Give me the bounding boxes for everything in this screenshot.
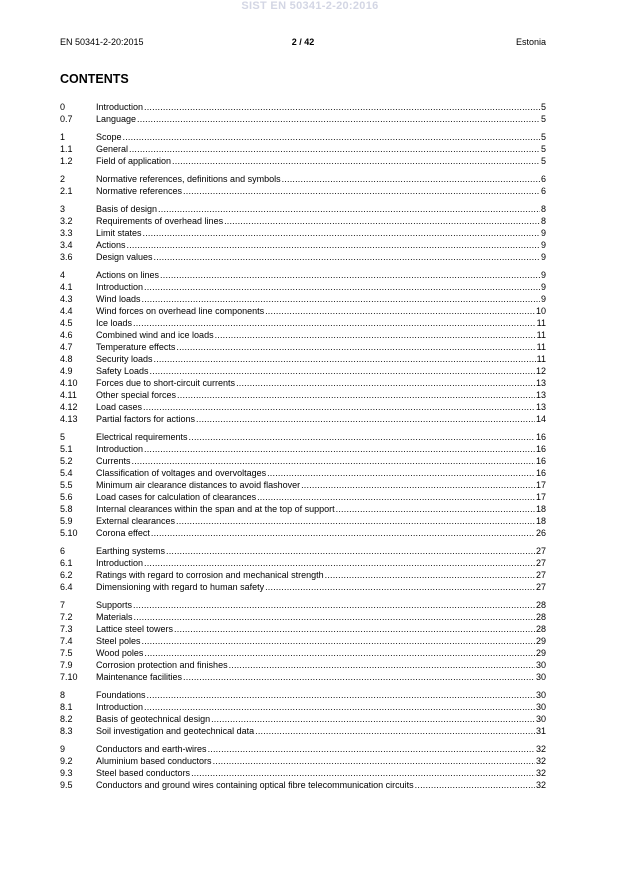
toc-entry-label: Limit states bbox=[96, 228, 142, 238]
toc-entry[interactable] bbox=[60, 755, 546, 767]
toc-leader-dots bbox=[142, 293, 540, 305]
document-id: EN 50341-2-20:2015 bbox=[60, 37, 144, 47]
toc-entry[interactable] bbox=[60, 491, 546, 503]
toc-entry-page: 18 bbox=[535, 516, 546, 526]
toc-entry[interactable] bbox=[60, 377, 546, 389]
toc-entry[interactable] bbox=[60, 413, 546, 425]
toc-leader-dots bbox=[176, 515, 535, 527]
toc-entry[interactable] bbox=[60, 101, 546, 113]
toc-entry-page: 6 bbox=[540, 186, 546, 196]
toc-entry-label: General bbox=[96, 144, 129, 154]
toc-entry-page: 27 bbox=[535, 582, 546, 592]
toc-entry-number: 6.1 bbox=[60, 558, 73, 568]
toc-entry-label: Introduction bbox=[96, 102, 144, 112]
toc-section bbox=[60, 101, 546, 125]
toc-entry-page: 8 bbox=[540, 204, 546, 214]
toc-entry-number: 4.11 bbox=[60, 390, 77, 400]
toc-entry-page: 13 bbox=[535, 390, 546, 400]
toc-entry-page: 30 bbox=[535, 702, 546, 712]
toc-entry[interactable] bbox=[60, 647, 546, 659]
toc-entry[interactable] bbox=[60, 767, 546, 779]
toc-leader-dots bbox=[282, 173, 540, 185]
toc-entry-label: Introduction bbox=[96, 282, 144, 292]
toc-entry-number: 1.1 bbox=[60, 144, 73, 154]
toc-entry-label: Introduction bbox=[96, 444, 144, 454]
toc-entry-page: 5 bbox=[540, 144, 546, 154]
toc-entry-label: Conductors and earth-wires bbox=[96, 744, 207, 754]
toc-entry-number: 7.10 bbox=[60, 672, 78, 682]
toc-entry-label: Lattice steel towers bbox=[96, 624, 174, 634]
toc-entry-number: 4.4 bbox=[60, 306, 73, 316]
toc-entry-number: 3.4 bbox=[60, 240, 73, 250]
toc-entry-page: 5 bbox=[540, 156, 546, 166]
toc-leader-dots bbox=[176, 341, 535, 353]
toc-leader-dots bbox=[127, 239, 540, 251]
toc-entry-number: 1 bbox=[60, 132, 66, 142]
toc-entry-page: 8 bbox=[540, 216, 546, 226]
toc-section bbox=[60, 431, 546, 539]
toc-leader-dots bbox=[301, 479, 535, 491]
toc-entry-page: 11 bbox=[536, 342, 546, 352]
toc-entry[interactable] bbox=[60, 479, 546, 491]
toc-entry-number: 4.1 bbox=[60, 282, 73, 292]
toc-leader-dots bbox=[147, 689, 535, 701]
toc-entry-label: Partial factors for actions bbox=[96, 414, 196, 424]
toc-entry[interactable] bbox=[60, 701, 546, 713]
toc-entry-number: 8.3 bbox=[60, 726, 73, 736]
toc-section bbox=[60, 269, 546, 425]
toc-leader-dots bbox=[133, 317, 536, 329]
toc-entry-label: Minimum air clearance distances to avoid flashover bbox=[96, 480, 301, 490]
toc-entry-page: 27 bbox=[535, 546, 546, 556]
toc-entry[interactable] bbox=[60, 623, 546, 635]
toc-entry[interactable] bbox=[60, 365, 546, 377]
toc-entry-label: Basis of geotechnical design bbox=[96, 714, 211, 724]
toc-entry-number: 8.2 bbox=[60, 714, 73, 724]
toc-entry-page: 16 bbox=[535, 468, 546, 478]
toc-entry-label: Earthing systems bbox=[96, 546, 166, 556]
toc-leader-dots bbox=[166, 545, 535, 557]
toc-entry[interactable] bbox=[60, 353, 546, 365]
toc-entry-number: 5.2 bbox=[60, 456, 73, 466]
toc-entry-number: 4.5 bbox=[60, 318, 73, 328]
toc-entry[interactable] bbox=[60, 389, 546, 401]
toc-leader-dots bbox=[144, 281, 540, 293]
toc-entry[interactable] bbox=[60, 443, 546, 455]
toc-entry-label: Steel poles bbox=[96, 636, 141, 646]
toc-leader-dots bbox=[257, 491, 535, 503]
toc-entry-number: 1.2 bbox=[60, 156, 73, 166]
toc-leader-dots bbox=[211, 713, 535, 725]
toc-entry-label: External clearances bbox=[96, 516, 176, 526]
toc-leader-dots bbox=[183, 671, 535, 683]
toc-entry-label: Ratings with regard to corrosion and mechanical strength bbox=[96, 570, 324, 580]
toc-entry[interactable] bbox=[60, 173, 546, 185]
toc-entry-number: 8.1 bbox=[60, 702, 73, 712]
toc-entry[interactable] bbox=[60, 635, 546, 647]
toc-leader-dots bbox=[143, 227, 540, 239]
toc-entry-number: 5 bbox=[60, 432, 66, 442]
toc-entry-page: 9 bbox=[540, 294, 546, 304]
toc-leader-dots bbox=[183, 185, 540, 197]
toc-leader-dots bbox=[123, 131, 540, 143]
toc-leader-dots bbox=[255, 725, 535, 737]
toc-entry-page: 9 bbox=[540, 270, 546, 280]
toc-entry-label: Basis of design bbox=[96, 204, 158, 214]
toc-entry[interactable] bbox=[60, 239, 546, 251]
toc-entry[interactable] bbox=[60, 581, 546, 593]
toc-entry-number: 7.5 bbox=[60, 648, 73, 658]
toc-entry-page: 16 bbox=[535, 432, 546, 442]
toc-entry[interactable] bbox=[60, 251, 546, 263]
toc-entry-page: 5 bbox=[540, 132, 546, 142]
toc-leader-dots bbox=[177, 389, 535, 401]
toc-leader-dots bbox=[229, 659, 535, 671]
toc-entry-label: Normative references bbox=[96, 186, 183, 196]
toc-entry-label: Security loads bbox=[96, 354, 153, 364]
toc-entry-page: 11 bbox=[536, 354, 546, 364]
toc-entry-number: 4.6 bbox=[60, 330, 73, 340]
toc-entry-page: 29 bbox=[535, 636, 546, 646]
toc-entry-number: 2 bbox=[60, 174, 66, 184]
toc-entry-number: 4.7 bbox=[60, 342, 73, 352]
toc-leader-dots bbox=[213, 755, 535, 767]
toc-entry-page: 30 bbox=[535, 672, 546, 682]
toc-entry[interactable] bbox=[60, 713, 546, 725]
watermark: SIST EN 50341-2-20:2016 bbox=[241, 0, 379, 12]
toc-entry[interactable] bbox=[60, 671, 546, 683]
toc-entry-number: 3.3 bbox=[60, 228, 73, 238]
toc-entry-label: Dimensioning with regard to human safety bbox=[96, 582, 265, 592]
toc-leader-dots bbox=[137, 113, 540, 125]
toc-entry-label: Wind loads bbox=[96, 294, 141, 304]
toc-entry-page: 32 bbox=[535, 756, 546, 766]
toc-entry[interactable] bbox=[60, 155, 546, 167]
toc-entry[interactable] bbox=[60, 431, 546, 443]
toc-leader-dots bbox=[174, 623, 535, 635]
toc-entry[interactable] bbox=[60, 527, 546, 539]
toc-entry-page: 9 bbox=[540, 252, 546, 262]
toc-entry-label: Scope bbox=[96, 132, 122, 142]
toc-entry[interactable] bbox=[60, 503, 546, 515]
toc-entry[interactable] bbox=[60, 743, 546, 755]
toc-entry-page: 13 bbox=[535, 378, 546, 388]
toc-entry-number: 4.3 bbox=[60, 294, 73, 304]
toc-entry-number: 6.2 bbox=[60, 570, 73, 580]
toc-entry-page: 14 bbox=[535, 414, 546, 424]
toc-entry[interactable] bbox=[60, 689, 546, 701]
toc-leader-dots bbox=[267, 467, 535, 479]
toc-entry-page: 13 bbox=[535, 402, 546, 412]
toc-leader-dots bbox=[134, 611, 535, 623]
page-header bbox=[60, 37, 546, 49]
toc-entry[interactable] bbox=[60, 341, 546, 353]
toc-entry-label: Wind forces on overhead line components bbox=[96, 306, 265, 316]
toc-entry-page: 5 bbox=[540, 102, 546, 112]
toc-entry-page: 29 bbox=[535, 648, 546, 658]
toc-entry[interactable] bbox=[60, 143, 546, 155]
toc-entry[interactable] bbox=[60, 455, 546, 467]
toc-entry-page: 30 bbox=[535, 714, 546, 724]
toc-entry-number: 4.13 bbox=[60, 414, 78, 424]
toc-entry-page: 31 bbox=[535, 726, 546, 736]
toc-entry-label: Supports bbox=[96, 600, 133, 610]
toc-entry-number: 9.5 bbox=[60, 780, 73, 790]
toc-entry-page: 32 bbox=[535, 744, 546, 754]
toc-leader-dots bbox=[415, 779, 535, 791]
toc-leader-dots bbox=[151, 527, 535, 539]
toc-entry-number: 3.2 bbox=[60, 216, 73, 226]
toc-entry-page: 28 bbox=[535, 600, 546, 610]
toc-leader-dots bbox=[160, 269, 540, 281]
toc-entry-page: 11 bbox=[536, 330, 546, 340]
toc-entry-label: Materials bbox=[96, 612, 133, 622]
toc-entry-page: 30 bbox=[535, 660, 546, 670]
toc-entry-page: 5 bbox=[540, 114, 546, 124]
toc-leader-dots bbox=[150, 365, 535, 377]
toc-entry-page: 17 bbox=[535, 480, 546, 490]
toc-entry-label: Corona effect bbox=[96, 528, 150, 538]
toc-leader-dots bbox=[129, 143, 540, 155]
toc-entry-label: Forces due to short-circuit currents bbox=[96, 378, 236, 388]
toc-entry-number: 0 bbox=[60, 102, 66, 112]
toc-entry[interactable] bbox=[60, 599, 546, 611]
toc-entry-number: 6 bbox=[60, 546, 66, 556]
toc-leader-dots bbox=[215, 329, 536, 341]
toc-leader-dots bbox=[144, 443, 535, 455]
toc-entry-label: Corrosion protection and finishes bbox=[96, 660, 228, 670]
toc-entry-number: 2.1 bbox=[60, 186, 73, 196]
toc-entry[interactable] bbox=[60, 185, 546, 197]
toc-entry-label: Aluminium based conductors bbox=[96, 756, 212, 766]
toc-section bbox=[60, 173, 546, 197]
toc-entry[interactable] bbox=[60, 113, 546, 125]
toc-entry[interactable] bbox=[60, 281, 546, 293]
toc-entry[interactable] bbox=[60, 515, 546, 527]
toc-entry-label: Introduction bbox=[96, 558, 144, 568]
toc-entry-number: 4.12 bbox=[60, 402, 78, 412]
toc-entry-number: 6.4 bbox=[60, 582, 73, 592]
toc-entry-page: 27 bbox=[535, 570, 546, 580]
toc-entry[interactable] bbox=[60, 611, 546, 623]
table-of-contents bbox=[60, 101, 546, 797]
toc-entry-page: 6 bbox=[540, 174, 546, 184]
toc-entry-number: 5.6 bbox=[60, 492, 73, 502]
toc-entry-label: Actions on lines bbox=[96, 270, 160, 280]
toc-leader-dots bbox=[265, 581, 535, 593]
toc-entry-page: 27 bbox=[535, 558, 546, 568]
toc-entry-number: 5.5 bbox=[60, 480, 73, 490]
toc-entry[interactable] bbox=[60, 227, 546, 239]
toc-leader-dots bbox=[154, 353, 536, 365]
toc-entry[interactable] bbox=[60, 401, 546, 413]
toc-entry[interactable] bbox=[60, 779, 546, 791]
toc-leader-dots bbox=[144, 701, 535, 713]
toc-entry-label: Requirements of overhead lines bbox=[96, 216, 224, 226]
toc-leader-dots bbox=[224, 215, 540, 227]
toc-entry-number: 5.8 bbox=[60, 504, 73, 514]
toc-entry-label: Internal clearances within the span and at the top of support bbox=[96, 504, 335, 514]
toc-entry-page: 32 bbox=[535, 780, 546, 790]
toc-leader-dots bbox=[265, 305, 535, 317]
toc-entry-page: 17 bbox=[535, 492, 546, 502]
toc-entry-page: 9 bbox=[540, 240, 546, 250]
toc-entry-label: Load cases for calculation of clearances bbox=[96, 492, 257, 502]
toc-entry-page: 28 bbox=[535, 624, 546, 634]
toc-entry-label: Load cases bbox=[96, 402, 143, 412]
toc-section bbox=[60, 599, 546, 683]
toc-leader-dots bbox=[132, 455, 535, 467]
toc-entry-number: 9.2 bbox=[60, 756, 73, 766]
toc-entry[interactable] bbox=[60, 293, 546, 305]
toc-leader-dots bbox=[196, 413, 535, 425]
toc-entry-page: 18 bbox=[535, 504, 546, 514]
toc-leader-dots bbox=[325, 569, 535, 581]
toc-entry-number: 8 bbox=[60, 690, 66, 700]
toc-section bbox=[60, 743, 546, 791]
toc-entry-label: Other special forces bbox=[96, 390, 177, 400]
toc-entry-label: Steel based conductors bbox=[96, 768, 191, 778]
toc-entry-label: Introduction bbox=[96, 702, 144, 712]
toc-entry-label: Classification of voltages and overvoltages bbox=[96, 468, 267, 478]
toc-entry-page: 9 bbox=[540, 228, 546, 238]
toc-entry[interactable] bbox=[60, 557, 546, 569]
toc-leader-dots bbox=[208, 743, 535, 755]
toc-entry-page: 30 bbox=[535, 690, 546, 700]
toc-entry-page: 9 bbox=[540, 282, 546, 292]
toc-entry[interactable] bbox=[60, 467, 546, 479]
toc-entry[interactable] bbox=[60, 203, 546, 215]
toc-entry-page: 26 bbox=[535, 528, 546, 538]
toc-leader-dots bbox=[133, 599, 535, 611]
toc-entry-label: Design values bbox=[96, 252, 153, 262]
toc-entry-label: Foundations bbox=[96, 690, 146, 700]
toc-entry[interactable] bbox=[60, 545, 546, 557]
toc-entry[interactable] bbox=[60, 269, 546, 281]
toc-entry-number: 9 bbox=[60, 744, 66, 754]
page-title: CONTENTS bbox=[60, 72, 129, 86]
toc-entry-number: 5.1 bbox=[60, 444, 73, 454]
toc-entry[interactable] bbox=[60, 317, 546, 329]
toc-entry-page: 28 bbox=[535, 612, 546, 622]
toc-entry-label: Electrical requirements bbox=[96, 432, 188, 442]
toc-entry[interactable] bbox=[60, 305, 546, 317]
toc-entry-number: 3 bbox=[60, 204, 66, 214]
toc-entry-label: Normative references, definitions and symbols bbox=[96, 174, 281, 184]
toc-leader-dots bbox=[143, 401, 535, 413]
toc-entry-number: 7 bbox=[60, 600, 66, 610]
toc-entry-number: 7.3 bbox=[60, 624, 73, 634]
toc-section bbox=[60, 203, 546, 263]
toc-leader-dots bbox=[142, 635, 535, 647]
toc-entry-page: 16 bbox=[535, 444, 546, 454]
toc-section bbox=[60, 131, 546, 167]
toc-entry-label: Soil investigation and geotechnical data bbox=[96, 726, 255, 736]
toc-entry[interactable] bbox=[60, 569, 546, 581]
toc-entry-label: Combined wind and ice loads bbox=[96, 330, 214, 340]
toc-entry-label: Maintenance facilities bbox=[96, 672, 183, 682]
toc-entry-number: 7.9 bbox=[60, 660, 73, 670]
toc-entry-page: 12 bbox=[535, 366, 546, 376]
toc-leader-dots bbox=[144, 557, 535, 569]
toc-entry-number: 5.10 bbox=[60, 528, 78, 538]
toc-leader-dots bbox=[144, 647, 535, 659]
toc-entry-number: 4.8 bbox=[60, 354, 73, 364]
toc-leader-dots bbox=[154, 251, 540, 263]
toc-entry[interactable] bbox=[60, 131, 546, 143]
toc-entry-number: 7.4 bbox=[60, 636, 73, 646]
toc-entry[interactable] bbox=[60, 215, 546, 227]
toc-leader-dots bbox=[336, 503, 535, 515]
toc-entry-page: 10 bbox=[535, 306, 546, 316]
toc-entry-page: 32 bbox=[535, 768, 546, 778]
toc-entry-number: 4 bbox=[60, 270, 66, 280]
toc-leader-dots bbox=[191, 767, 535, 779]
toc-entry-page: 16 bbox=[535, 456, 546, 466]
toc-entry-number: 9.3 bbox=[60, 768, 73, 778]
toc-entry-number: 5.9 bbox=[60, 516, 73, 526]
toc-entry-label: Ice loads bbox=[96, 318, 133, 328]
toc-entry-number: 7.2 bbox=[60, 612, 73, 622]
toc-section bbox=[60, 545, 546, 593]
toc-entry-label: Actions bbox=[96, 240, 126, 250]
toc-entry[interactable] bbox=[60, 725, 546, 737]
toc-entry-label: Safety Loads bbox=[96, 366, 149, 376]
toc-entry-label: Wood poles bbox=[96, 648, 144, 658]
toc-entry-label: Currents bbox=[96, 456, 131, 466]
toc-entry-number: 4.10 bbox=[60, 378, 78, 388]
toc-entry-number: 0.7 bbox=[60, 114, 73, 124]
toc-leader-dots bbox=[189, 431, 535, 443]
toc-entry-number: 5.4 bbox=[60, 468, 73, 478]
toc-leader-dots bbox=[236, 377, 535, 389]
toc-leader-dots bbox=[158, 203, 540, 215]
toc-entry-number: 3.6 bbox=[60, 252, 73, 262]
toc-entry[interactable] bbox=[60, 659, 546, 671]
country-label: Estonia bbox=[515, 37, 546, 47]
toc-entry[interactable] bbox=[60, 329, 546, 341]
toc-entry-label: Temperature effects bbox=[96, 342, 176, 352]
toc-leader-dots bbox=[172, 155, 540, 167]
page-number: 2 / 42 bbox=[291, 37, 315, 47]
toc-entry-label: Conductors and ground wires containing optical fibre telecommunication circuits bbox=[96, 780, 414, 790]
toc-entry-label: Language bbox=[96, 114, 137, 124]
toc-entry-page: 11 bbox=[536, 318, 546, 328]
toc-entry-number: 4.9 bbox=[60, 366, 73, 376]
toc-entry-label: Field of application bbox=[96, 156, 172, 166]
toc-section bbox=[60, 689, 546, 737]
toc-leader-dots bbox=[144, 101, 540, 113]
